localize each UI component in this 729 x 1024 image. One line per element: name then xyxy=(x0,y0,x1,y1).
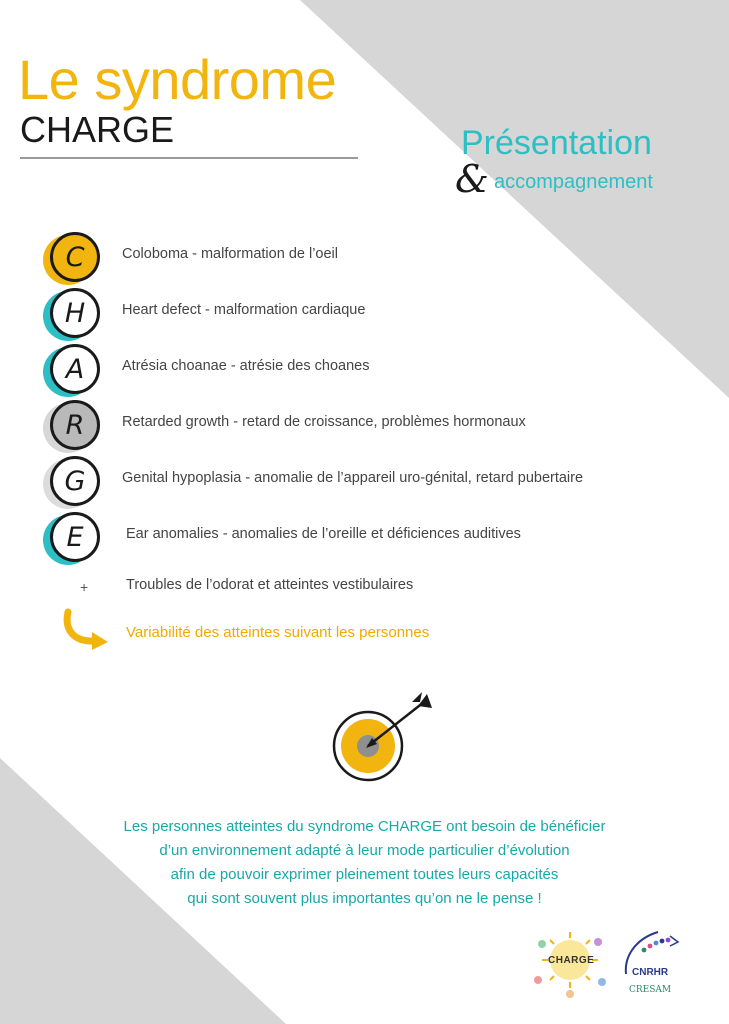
cresam-logo-label: CRESAM xyxy=(629,985,672,995)
cnrhr-logo-label: CNRHR xyxy=(632,967,669,978)
acronym-row-text: Coloboma - malformation de l’oeil xyxy=(122,246,338,262)
ampersand: & xyxy=(455,157,489,201)
acronym-row-text: Genital hypoplasia - anomalie de l’appareil uro-génital, retard pubertaire xyxy=(122,470,584,486)
title-divider xyxy=(20,157,358,159)
letter-h-circle: H xyxy=(50,288,100,338)
letter-e-circle: E xyxy=(50,512,100,562)
accompagnement-heading: accompagnement xyxy=(494,171,653,193)
acronym-row-c xyxy=(50,232,690,284)
acronym-row-g xyxy=(50,456,690,508)
target-icon xyxy=(328,688,440,788)
acronym-row-text: Heart defect - malformation cardiaque xyxy=(122,302,366,318)
page-title: Le syndrome xyxy=(18,48,337,111)
conclusion-line: Les personnes atteintes du syndrome CHARGE ont besoin de bénéficier xyxy=(123,818,606,835)
page-subtitle: CHARGE xyxy=(20,109,175,150)
curved-arrow-icon xyxy=(62,608,112,652)
acronym-row-r xyxy=(50,400,690,452)
acronym-row-text: Retarded growth - retard de croissance, problèmes hormonaux xyxy=(122,414,526,430)
acronym-row-e xyxy=(50,512,690,564)
conclusion-line: qui sont souvent plus importantes qu’on ne le pense ! xyxy=(187,890,542,907)
acronym-row-text: Ear anomalies - anomalies de l’oreille et déficiences auditives xyxy=(126,526,521,542)
conclusion-line: afin de pouvoir exprimer pleinement toutes leurs capacités xyxy=(170,866,559,883)
acronym-row-text: Atrésia choanae - atrésie des choanes xyxy=(122,358,370,374)
letter-g-circle: G xyxy=(50,456,100,506)
acronym-row-a xyxy=(50,344,690,396)
conclusion-paragraph xyxy=(0,815,729,911)
letter-c-circle: C xyxy=(50,232,100,282)
charge-logo-label: CHARGE xyxy=(548,955,595,966)
letter-a-circle: A xyxy=(50,344,100,394)
plus-sign: + xyxy=(80,579,89,595)
conclusion-line: d’un environnement adapté à leur mode particulier d’évolution xyxy=(159,842,570,859)
extra-symptoms-text: Troubles de l’odorat et atteintes vestibulaires xyxy=(126,577,414,593)
acronym-row-h xyxy=(50,288,690,340)
presentation-heading: Présentation xyxy=(461,124,652,162)
letter-r-circle: R xyxy=(50,400,100,450)
variability-text: Variabilité des atteintes suivant les personnes xyxy=(126,624,430,641)
